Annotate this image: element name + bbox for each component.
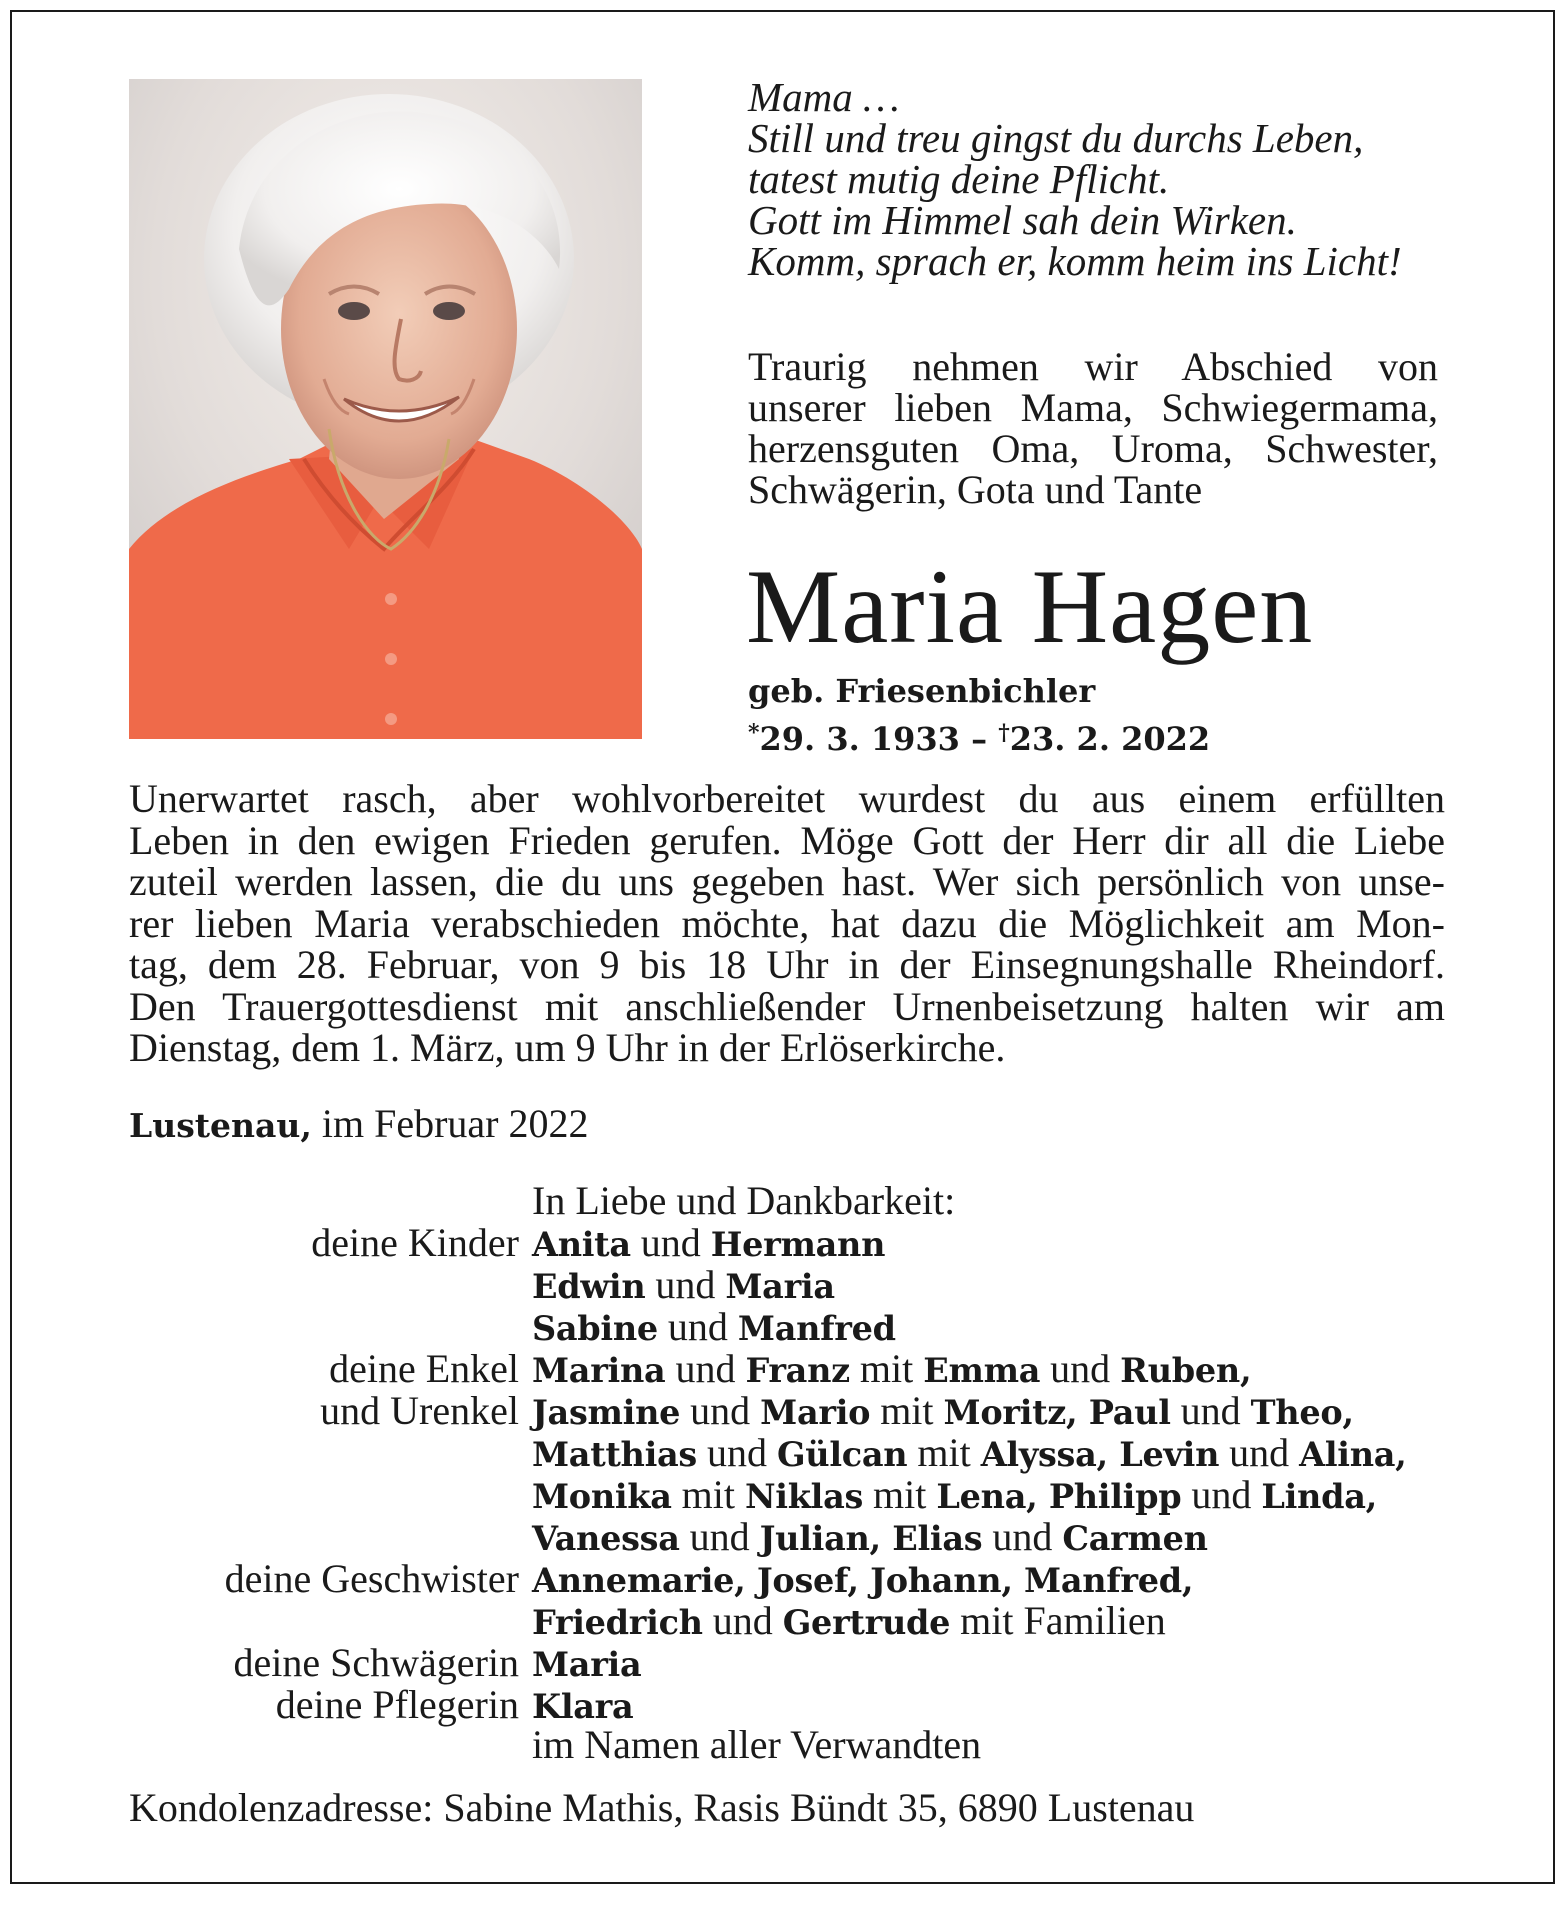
relative-name: Mario <box>760 1393 871 1432</box>
relative-name: Lena, Philipp <box>936 1477 1182 1516</box>
relative-name: Matthias <box>532 1435 697 1474</box>
family-row <box>12 1684 1557 1726</box>
relation-label: deine Geschwister <box>224 1556 519 1601</box>
relative-name: Anita <box>532 1225 631 1264</box>
relative-name: Sabine <box>532 1309 658 1348</box>
connector-text: und <box>657 1304 738 1349</box>
family-row <box>12 1222 1557 1264</box>
family-row <box>12 1306 1557 1348</box>
poem <box>748 74 1448 284</box>
connector-text: und <box>680 1388 761 1433</box>
connector-text: und <box>679 1514 760 1559</box>
family-row <box>12 1558 1557 1600</box>
notice-date: im Februar 2022 <box>311 1101 589 1146</box>
relative-name: Emma <box>923 1351 1041 1390</box>
portrait-illustration <box>129 79 642 739</box>
birth-symbol: * <box>748 720 760 746</box>
connector-text: und <box>645 1262 726 1307</box>
body-line: Unerwartet rasch, aber wohlvorbereitet wurdest du aus einem erfüllten <box>129 776 1445 821</box>
relative-names <box>532 1600 1166 1644</box>
connector-text: mit Familien <box>950 1598 1166 1643</box>
connector-text: und <box>1219 1430 1300 1475</box>
connector-text: und <box>665 1346 746 1391</box>
family-intro: In Liebe und Dankbarkeit: <box>532 1178 956 1223</box>
connector-text: und <box>982 1514 1063 1559</box>
relative-name: Monika <box>532 1477 672 1516</box>
relative-names <box>532 1474 1377 1518</box>
poem-line: Gott im Himmel sah dein Wirken. <box>748 197 1297 243</box>
relative-name: Niklas <box>744 1477 864 1516</box>
relative-names <box>532 1516 1208 1560</box>
poem-line: Komm, sprach er, komm heim ins Licht! <box>748 238 1402 284</box>
family-row <box>12 1348 1557 1390</box>
connector-text: mit <box>863 1472 937 1517</box>
birth-name: geb. Friesenbichler <box>748 672 1096 710</box>
family-row <box>12 1642 1557 1684</box>
farewell-intro <box>748 346 1438 510</box>
relative-name: Edwin <box>532 1267 646 1306</box>
intro-line: unserer lieben Mama, Schwiegermama, <box>748 385 1438 430</box>
relative-name: Gertrude <box>782 1603 951 1642</box>
relative-name: Alina, <box>1299 1435 1407 1474</box>
connector-text: mit <box>671 1472 745 1517</box>
relative-names <box>532 1390 1354 1434</box>
connector-text: und <box>1181 1472 1262 1517</box>
relative-name: Klara <box>532 1687 634 1726</box>
family-row <box>12 1516 1557 1558</box>
relative-name: Theo, <box>1250 1393 1354 1432</box>
relative-name: Gülcan <box>777 1435 908 1474</box>
date-separator: – <box>959 720 999 758</box>
relative-name: Ruben, <box>1120 1351 1252 1390</box>
relative-name: Jasmine <box>532 1393 681 1432</box>
body-line: Den Trauergottesdienst mit anschließender Urnenbeisetzung halten wir am <box>129 983 1445 1029</box>
relative-names <box>532 1432 1407 1476</box>
death-symbol: † <box>998 720 1010 746</box>
relative-names <box>532 1264 835 1308</box>
relative-names <box>532 1642 641 1686</box>
relative-name: Maria <box>725 1267 835 1306</box>
relative-name: Maria <box>532 1645 642 1684</box>
relation-label: deine Schwägerin <box>233 1640 519 1685</box>
relative-name: Franz <box>745 1351 850 1390</box>
relative-name: Friedrich <box>532 1603 703 1642</box>
closing-line: im Namen aller Verwandten <box>532 1722 982 1767</box>
relative-name: Marina <box>532 1351 666 1390</box>
intro-line: herzensguten Oma, Uroma, Schwester, <box>748 426 1438 471</box>
connector-text: und <box>702 1598 783 1643</box>
poem-line: Still und treu gingst du durchs Leben, <box>748 115 1364 161</box>
family-row <box>12 1390 1557 1432</box>
relative-name: Linda, <box>1261 1477 1377 1516</box>
connector-text: und <box>697 1430 777 1475</box>
relation-label: deine Enkel <box>329 1346 519 1391</box>
connector-text: und <box>630 1220 711 1265</box>
relative-name: Manfred <box>737 1309 896 1348</box>
poem-line: tatest mutig deine Pflicht. <box>748 156 1170 202</box>
connector-text: mit <box>870 1388 944 1433</box>
body-text <box>129 778 1445 1069</box>
relative-name: Moritz, Paul <box>943 1393 1171 1432</box>
connector-text: und <box>1170 1388 1251 1433</box>
connector-text: und <box>1040 1346 1121 1391</box>
birth-date: 29. 3. 1933 <box>759 720 960 758</box>
body-line: Leben in den ewigen Frieden gerufen. Möge Gott der Herr dir all die Liebe <box>129 817 1445 863</box>
relation-label: deine Kinder <box>311 1220 519 1265</box>
poem-line: Mama … <box>748 74 900 120</box>
life-dates <box>748 712 1210 760</box>
relation-label: deine Pflegerin <box>275 1682 519 1727</box>
relative-name: Julian, Elias <box>759 1519 983 1558</box>
deceased-name: Maria Hagen <box>746 548 1314 665</box>
relative-names <box>532 1348 1251 1392</box>
relative-name: Annemarie, Josef, Johann, Manfred, <box>532 1561 1194 1600</box>
portrait-photo <box>129 79 642 739</box>
intro-line: Traurig nehmen wir Abschied von <box>748 344 1438 389</box>
family-row <box>12 1600 1557 1642</box>
intro-line: Schwägerin, Gota und Tante <box>748 467 1203 512</box>
place-and-date <box>129 1103 589 1147</box>
family-row <box>12 1264 1557 1306</box>
body-line: Dienstag, dem 1. März, um 9 Uhr in der Erlöserkirche. <box>129 1025 1006 1070</box>
body-line: tag, dem 28. Februar, von 9 bis 18 Uhr in der Einsegnungshalle Rheindorf. <box>129 942 1445 987</box>
relative-name: Carmen <box>1062 1519 1208 1558</box>
body-line: zuteil werden lassen, die du uns gegeben hast. Wer sich persönlich von unse- <box>129 859 1445 904</box>
relation-label: und Urenkel <box>320 1388 519 1433</box>
family-list <box>12 1222 1557 1726</box>
town: Lustenau, <box>129 1106 312 1145</box>
family-row <box>12 1474 1557 1516</box>
connector-text: mit <box>849 1346 924 1391</box>
relative-names <box>532 1222 885 1266</box>
relative-name: Vanessa <box>532 1519 680 1558</box>
death-date: 23. 2. 2022 <box>1009 720 1211 758</box>
condolence-address: Kondolenzadresse: Sabine Mathis, Rasis Bündt 35, 6890 Lustenau <box>129 1785 1195 1830</box>
relative-name: Alyssa, Levin <box>980 1435 1220 1474</box>
connector-text: mit <box>907 1430 981 1475</box>
obituary-notice <box>10 10 1555 1884</box>
family-row <box>12 1432 1557 1474</box>
body-line: rer lieben Maria verabschieden möchte, hat dazu die Möglichkeit am Mon- <box>129 900 1445 946</box>
relative-name: Hermann <box>710 1225 886 1264</box>
relative-names <box>532 1306 896 1350</box>
relative-names <box>532 1558 1193 1602</box>
